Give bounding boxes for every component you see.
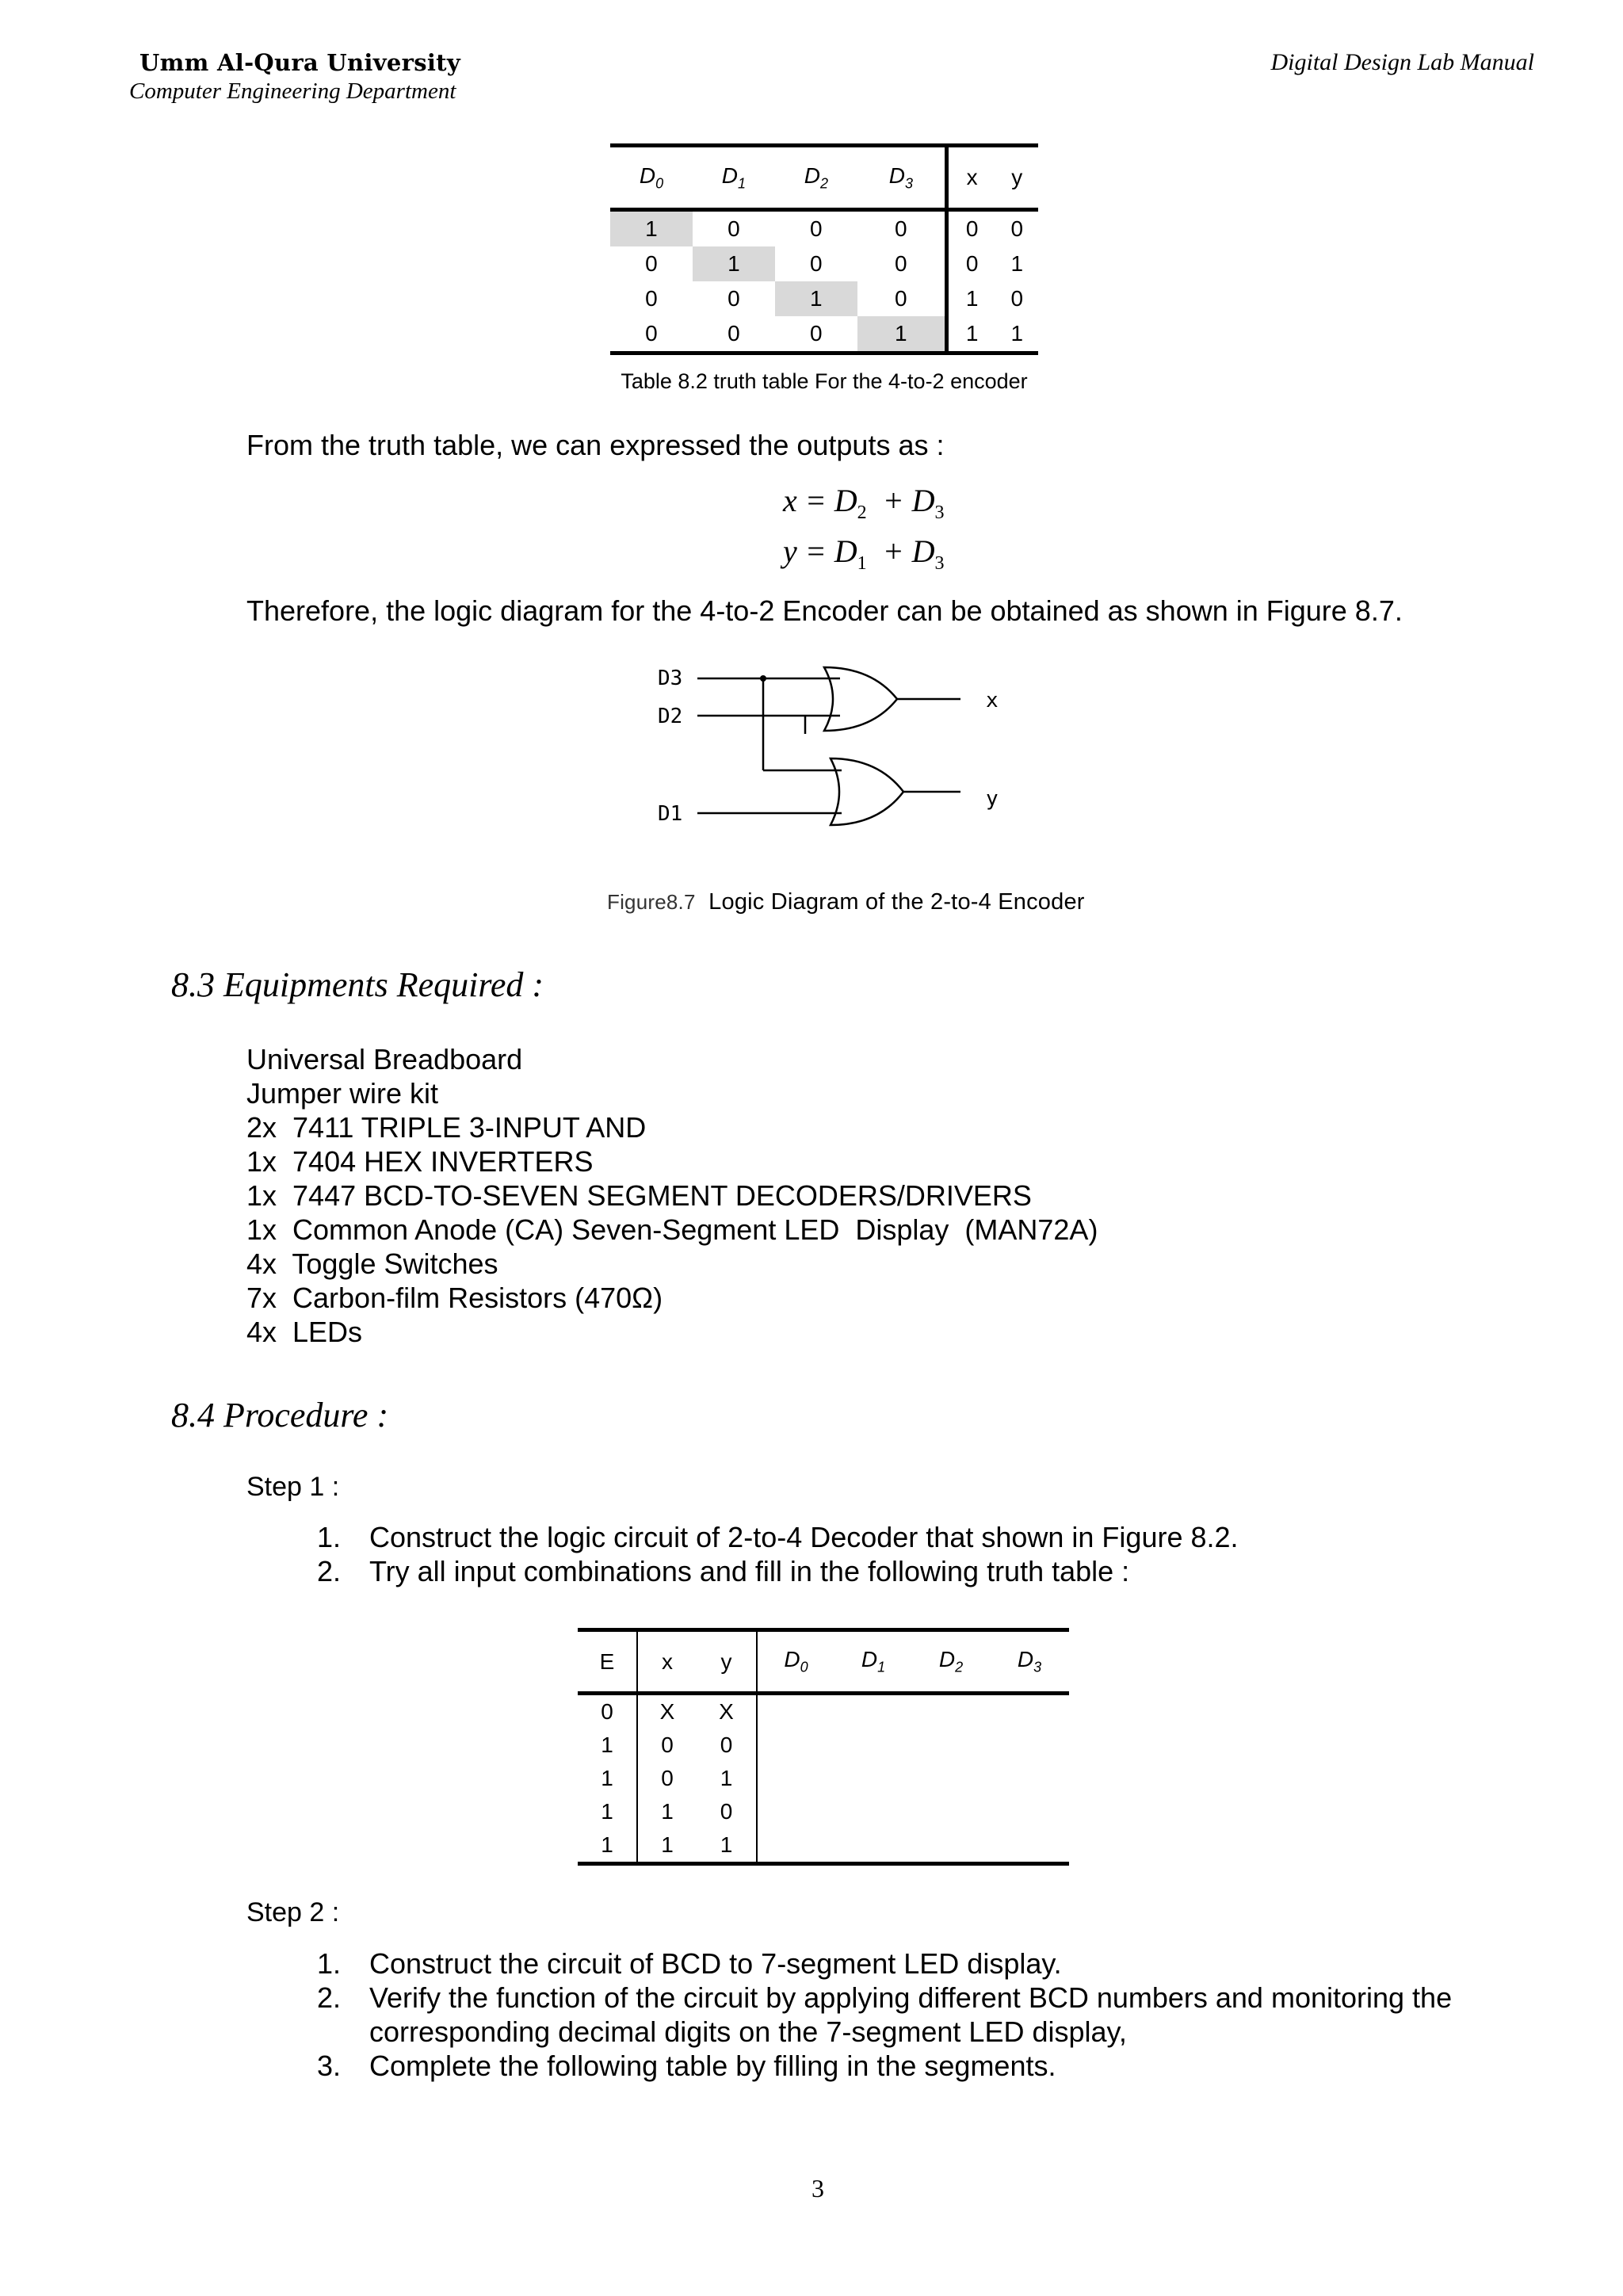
manual-title: Digital Design Lab Manual [1270,49,1534,75]
step1-label: Step 1 : [246,1472,340,1502]
junction-dot [760,675,766,682]
table-cell: 1 [1010,321,1024,346]
or-gate-x [824,667,897,731]
table-cell: 1 [637,1828,697,1864]
list-item: 7x Carbon-film Resistors (470Ω) [246,1282,663,1314]
table-row [610,246,1038,281]
table-row [578,1828,1069,1864]
table-cell-empty[interactable] [990,1729,1069,1762]
equation-y: $y = D_1 + D_3$ [783,533,945,574]
figure-caption [607,889,1085,915]
header-d3: $D_3$ [857,146,947,210]
table-caption: Table 8.2 truth table For the 4-to-2 encoder [621,369,1028,393]
list-text: Complete the following table by filling in the segments. [369,2050,1056,2082]
table-cell: X [719,1699,734,1724]
list-number: 1. [317,1521,342,1553]
table-cell: 1 [601,1766,613,1790]
table-cell: 0 [720,1799,733,1824]
list-item: Universal Breadboard [246,1043,523,1075]
table-cell: 0 [810,251,823,276]
list-item [317,1554,1553,1588]
table-cell-empty[interactable] [990,1828,1069,1864]
table-cell: 0 [810,216,823,241]
table-cell-empty[interactable] [912,1694,990,1729]
table-cell: 0 [601,1699,613,1724]
list-item: 1x Common Anode (CA) Seven-Segment LED Display (MAN72A) [246,1213,1098,1246]
label-x: x [986,689,999,712]
table-cell-empty[interactable] [912,1828,990,1864]
list-number: 3. [317,2050,342,2082]
step2-list [317,1946,1522,2083]
table-cell: 1 [720,1766,733,1790]
table-cell: 0 [857,246,947,281]
table-cell-empty[interactable] [990,1762,1069,1795]
table-cell: 0 [637,1762,697,1795]
encoder-truth-table [610,143,1038,394]
list-item: 1x 7447 BCD-TO-SEVEN SEGMENT DECODERS/DRIVERS [246,1179,1032,1212]
list-text: Construct the logic circuit of 2-to-4 Decoder that shown in Figure 8.2. [369,1521,1239,1553]
list-number: 2. [317,1555,342,1587]
list-item: 2x 7411 TRIPLE 3-INPUT AND [246,1111,647,1144]
table-cell: 0 [857,210,947,247]
header-x: x [637,1630,697,1694]
header-d0: $D_0$ [639,162,664,192]
table-cell-empty[interactable] [912,1795,990,1828]
table-row [610,210,1038,247]
list-item: 1x 7404 HEX INVERTERS [246,1145,594,1178]
list-item [317,1946,1522,1981]
table-cell: 1 [965,321,979,346]
header-d3: $D_3$ [1017,1647,1042,1675]
equation-x: $x = D_2 + D_3$ [783,483,945,523]
table-cell: 1 [965,286,979,311]
table-cell-empty[interactable] [912,1762,990,1795]
table-cell: 0 [727,286,740,311]
table-cell: 1 [857,316,947,353]
table-cell: 0 [1010,286,1024,311]
list-text: Verify the function of the circuit by applying different BCD numbers and monitoring the corresponding decimal digits on the 7-segment LED display, [369,1981,1453,2048]
table-cell: 1 [601,1733,613,1757]
table-cell-empty[interactable] [757,1795,834,1828]
header-e: E [599,1648,615,1674]
or-gate-y [831,758,903,825]
table-cell: 0 [637,1729,697,1762]
table-cell-empty[interactable] [757,1828,834,1864]
table-cell: 0 [727,216,740,241]
table-cell: 0 [857,281,947,316]
table-cell: 1 [693,246,775,281]
department-name: Computer Engineering Department [129,78,456,104]
table-cell: 1 [720,1832,733,1857]
label-y: y [986,787,999,811]
list-item: 4x LEDs [246,1316,363,1348]
step1-list [317,1520,1553,1588]
table-cell-empty[interactable] [834,1828,912,1864]
table-cell-empty[interactable] [834,1762,912,1795]
table-cell-empty[interactable] [757,1694,834,1729]
table-cell-empty[interactable] [834,1694,912,1729]
table-cell: 1 [775,281,857,316]
list-number: 2. [317,1981,342,2014]
decoder-truth-table [578,1628,1069,1866]
table-cell: 1 [601,1832,613,1857]
table-cell: 0 [645,286,658,311]
table-cell: 1 [610,210,693,247]
header-x: x [966,165,978,189]
logic-diagram [634,658,1030,848]
university-name: Umm Al-Qura University [139,49,460,76]
table-row [578,1729,1069,1762]
section-title-procedure: 8.4 Procedure : [171,1396,389,1435]
table-header-row [610,146,1038,210]
table-header-row [578,1630,1069,1694]
table-row [610,316,1038,353]
paragraph-outputs: From the truth table, we can expressed the outputs as : [246,429,945,461]
table-cell-empty[interactable] [834,1795,912,1828]
header-d1: $D_1$ [861,1647,886,1675]
list-item [317,1520,1553,1554]
table-cell: 0 [1010,216,1024,241]
table-cell-empty[interactable] [912,1729,990,1762]
table-cell: 0 [965,216,979,241]
table-cell: 1 [637,1795,697,1828]
section-title-equipment: 8.3 Equipments Required : [171,965,544,1004]
table-row [610,281,1038,316]
step2-label: Step 2 : [246,1897,340,1927]
table-cell: 1 [601,1799,613,1824]
table-cell: 1 [1010,251,1024,276]
list-text: Construct the circuit of BCD to 7-segment LED display. [369,1947,1062,1980]
table-cell: 0 [720,1733,733,1757]
header-d0: $D_0$ [757,1630,834,1694]
list-item: 4x Toggle Switches [246,1247,498,1280]
list-number: 1. [317,1947,342,1980]
table-cell: 0 [645,251,658,276]
header-y: y [720,1648,732,1674]
paragraph-therefore: Therefore, the logic diagram for the 4-to-2 Encoder can be obtained as shown in Figure 8.7. [246,594,1403,627]
table-row [578,1795,1069,1828]
table-cell-empty[interactable] [834,1729,912,1762]
list-item [317,1981,1522,2049]
figure-caption-text: Logic Diagram of the 2-to-4 Encoder [708,889,1085,915]
figure-label: Figure8.7 [607,890,696,914]
table-row [578,1762,1069,1795]
equipment-list [246,1042,1098,1349]
list-item [317,2049,1522,2083]
table-cell-empty[interactable] [990,1694,1069,1729]
table-cell: 0 [965,251,979,276]
page-number: 3 [812,2174,824,2202]
table-row [578,1694,1069,1729]
table-cell-empty[interactable] [757,1729,834,1762]
table-cell: X [637,1694,697,1729]
table-cell: 0 [810,321,823,346]
label-d3: D3 [658,667,683,690]
list-text: Try all input combinations and fill in the following truth table : [369,1555,1130,1587]
table-cell: 0 [727,321,740,346]
table-cell-empty[interactable] [757,1762,834,1795]
label-d1: D1 [658,802,683,826]
list-item: Jumper wire kit [246,1077,439,1110]
header-y: y [1011,165,1023,189]
table-cell: 0 [645,321,658,346]
header-d2: $D_2$ [938,1647,964,1675]
header-d2: $D_2$ [804,162,828,192]
table-cell-empty[interactable] [990,1795,1069,1828]
label-d2: D2 [658,705,683,728]
header-d1: $D_1$ [721,162,747,192]
